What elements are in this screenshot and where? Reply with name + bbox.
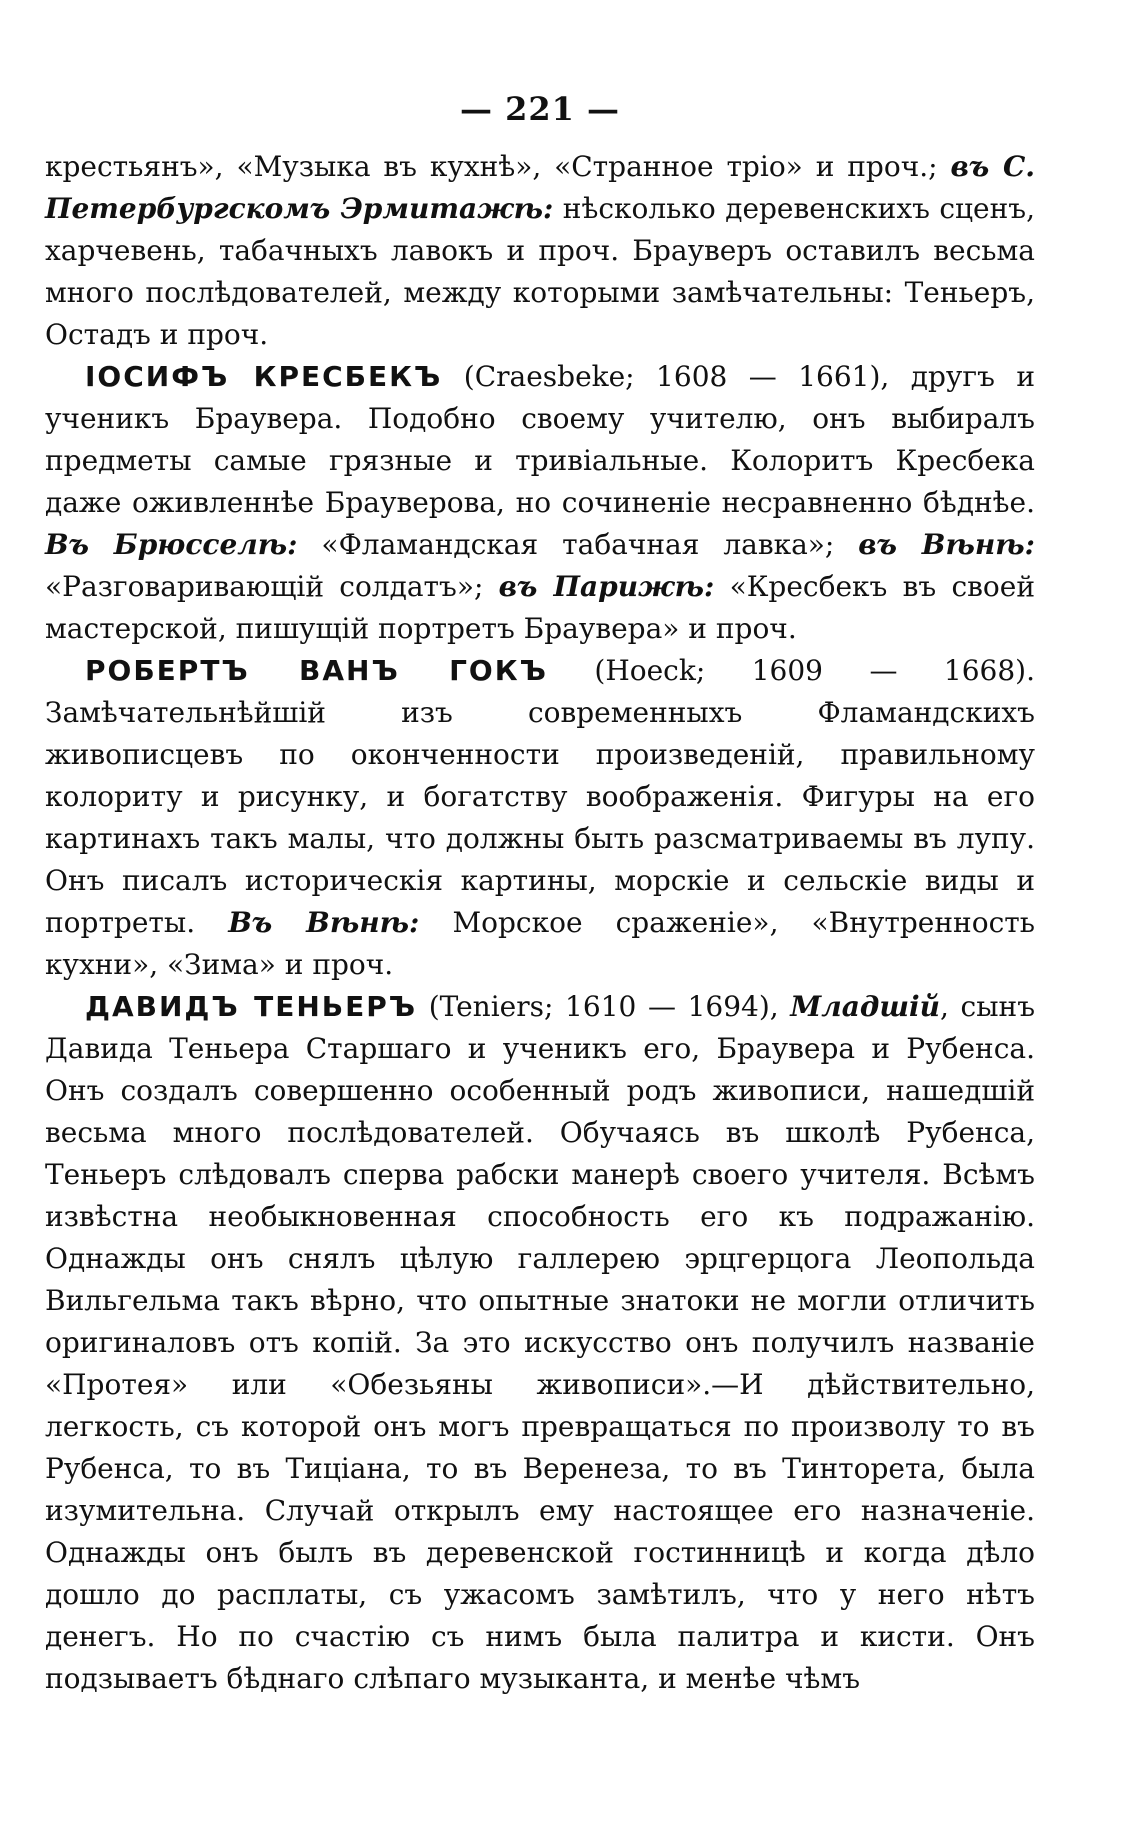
location-emphasis: Въ Брюсселѣ:	[45, 528, 298, 561]
paragraph	[45, 986, 1035, 1700]
paragraph-text: (Craesbeke; 1608 — 1661), другъ и ученикъ Браувера. Подобно своему учителю, онъ выбиралъ предметы самые грязные и тривіальные. Колоритъ Кресбека даже оживленнѣе Брауверова, но сочиненіе несравненно бѣднѣе.	[45, 360, 1035, 519]
paragraph-text: , сынъ Давида Теньера Старшаго и ученикъ его, Браувера и Рубенса. Онъ создалъ совершенно особенный родъ живописи, нашедшій весьма много послѣдователей. Обучаясь въ школѣ Рубенса, Теньеръ слѣдовалъ сперва рабски манерѣ своего учителя. Всѣмъ извѣстна необыкновенная способность его къ подражанію. Однажды онъ снялъ цѣлую галлерею эрцгерцога Леопольда Вильгельма такъ вѣрно, что опытные знатоки не могли отличить оригиналовъ отъ копій. За это искусство онъ получилъ названіе «Протея» или «Обезьяны живописи».—И дѣйствительно, легкость, съ которой онъ могъ превращаться по произволу то въ Рубенса, то въ Тиціана, то въ Веренеза, то въ Тинторета, была изумительна. Случай открылъ ему настоящее его назначеніе. Однажды онъ былъ въ деревенской гостинницѣ и когда дѣло дошло до расплаты, съ ужасомъ замѣтилъ, что у него нѣтъ денегъ. Но по счастію съ нимъ была палитра и кисти. Онъ подзываетъ бѣднаго слѣпаго музыканта, и менѣе чѣмъ	[45, 990, 1036, 1695]
artist-name: РОБЕРТЪ ВАНЪ ГОКЪ	[85, 654, 548, 687]
paragraph-text: (Teniers; 1610 — 1694),	[417, 990, 791, 1023]
location-emphasis: Въ Вѣнѣ:	[228, 906, 420, 939]
paragraph-text: (Hoeck; 1609 — 1668). Замѣчательнѣйшій изъ современныхъ Фламандскихъ живописцевъ по оконченности произведеній, правильному колориту и рисунку, и богатству воображенія. Фигуры на его картинахъ такъ малы, что должны быть разсматриваемы въ лупу. Онъ писалъ историческія картины, морскіе и сельскіе виды и портреты.	[45, 654, 1035, 939]
paragraph-text: Морское сраженіе», «Внутренность кухни», «Зима» и проч.	[45, 906, 1035, 981]
page-number: — 221 —	[459, 90, 621, 128]
paragraph	[45, 356, 1035, 650]
paragraph	[45, 146, 1035, 356]
paragraph	[45, 650, 1035, 986]
body-text	[45, 146, 1035, 1700]
paragraph-text: крестьянъ», «Музыка въ кухнѣ», «Странное тріо» и проч.;	[45, 150, 951, 183]
paragraph-text: нѣсколько деревенскихъ сценъ, харчевень, табачныхъ лавокъ и проч. Брауверъ оставилъ весьма много послѣдователей, между которыми замѣчательны: Теньеръ, Остадъ и проч.	[45, 192, 1035, 351]
paragraph-text: «Разговаривающій солдатъ»;	[45, 570, 499, 603]
artist-name: ІОСИФЪ КРЕСБЕКЪ	[85, 360, 443, 393]
location-emphasis: въ Вѣнѣ:	[858, 528, 1036, 561]
location-emphasis: въ С. Петербургскомъ Эрмитажѣ:	[45, 150, 1035, 225]
artist-name: ДАВИДЪ ТЕНЬЕРЪ	[85, 990, 418, 1023]
book-page	[45, 90, 1035, 1700]
location-emphasis: въ Парижѣ:	[498, 570, 715, 603]
paragraph-text: «Кресбекъ въ своей мастерской, пишущій портретъ Браувера» и проч.	[45, 570, 1035, 645]
paragraph-text: «Фламандская табачная лавка»;	[297, 528, 859, 561]
location-emphasis: Младшій	[790, 990, 941, 1023]
